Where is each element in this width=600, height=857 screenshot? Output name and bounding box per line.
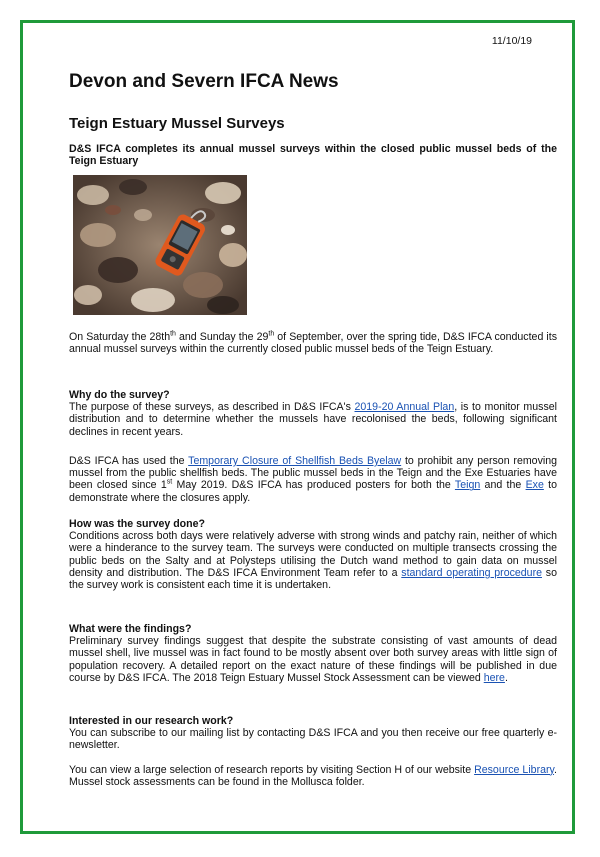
- findings-heading: What were the findings?: [69, 623, 192, 635]
- how-text-1: Conditions across both days were relatively adverse with strong winds and patchy rain, neither of which were a hinderance to the survey team. The surveys were conducted on multiple transects crossing the public beds on the Salty and at Polysteps utilising the Dutch wand method to gain data on mussel density and distribution. The D&S IFCA Environment Team refer to a: [69, 530, 557, 579]
- closure-paragraph: [69, 455, 557, 504]
- closure-text-3: May 2019. D&S IFCA has produced posters for both the: [172, 479, 455, 492]
- how-heading: How was the survey done?: [69, 518, 205, 530]
- interest-section: [69, 715, 557, 788]
- intro-section: [69, 331, 557, 355]
- intro-text-1: On Saturday the 28th: [69, 331, 171, 343]
- sop-link[interactable]: standard operating procedure: [401, 566, 542, 579]
- why-paragraph: [69, 401, 557, 438]
- closure-text-5: to demonstrate where the closures apply.: [69, 479, 557, 504]
- resource-paragraph: [69, 764, 557, 788]
- findings-paragraph: [69, 635, 557, 684]
- date: 11/10/19: [491, 35, 532, 47]
- teign-link[interactable]: Teign: [454, 479, 481, 492]
- annual-plan-link[interactable]: 2019-20 Annual Plan: [354, 401, 455, 414]
- photo-svg: [73, 175, 247, 315]
- closure-text-1: D&S IFCA has used the: [69, 455, 189, 467]
- intro-sup-1: th: [170, 330, 176, 338]
- newsletter-page: [20, 20, 575, 834]
- mussel-survey-photo: [73, 175, 247, 315]
- resource-text-1: You can view a large selection of research reports by visiting Section H of our website: [69, 763, 475, 776]
- closure-section: [69, 455, 557, 504]
- why-text-2: , is to monitor mussel distribution and to determine whether the mussels have recolonised the beds, following significant declines in recent years.: [69, 401, 557, 438]
- how-text-2: so the survey work is consistent each time it is undertaken.: [69, 566, 557, 592]
- intro-paragraph: [69, 331, 557, 355]
- newsletter-title: Devon and Severn IFCA News: [69, 71, 339, 92]
- how-paragraph: [69, 530, 557, 591]
- why-text-1: The purpose of these surveys, as described in D&S IFCA's: [69, 401, 355, 414]
- intro-sup-2: th: [268, 330, 275, 338]
- resource-library-link[interactable]: Resource Library: [474, 763, 555, 776]
- closure-sup: st: [166, 478, 173, 486]
- subscribe-paragraph: You can subscribe to our mailing list by contacting D&S IFCA and you then receive our free quarterly e-newsletter.: [69, 727, 557, 752]
- why-heading: Why do the survey?: [69, 389, 170, 401]
- how-section: [69, 518, 557, 591]
- intro-text-2: and Sunday the 29: [175, 331, 269, 343]
- findings-section: [69, 623, 557, 684]
- closure-text-2: to prohibit any person removing mussel from the public shellfish beds. The public mussel beds in the Teign and the Exe Estuaries have been closed since 1: [69, 455, 558, 492]
- intro-text-3: of September, over the spring tide, D&S IFCA conducted its annual mussel surveys within the currently closed public mussel beds of the Teign Estuary.: [69, 331, 558, 356]
- lead-text: D&S IFCA completes its annual mussel surveys within the closed public mussel beds of the Teign Estuary: [69, 143, 557, 168]
- byelaw-link[interactable]: Temporary Closure of Shellfish Beds Byelaw: [188, 455, 402, 467]
- findings-text-2: .: [504, 671, 508, 684]
- closure-text-4: and the: [480, 479, 526, 492]
- interest-heading: Interested in our research work?: [69, 715, 234, 727]
- findings-text-1: Preliminary survey findings suggest that despite the substrate consisting of vast amounts of dead mussel shell, live mussel was in fact found to be mostly absent over both survey areas with little sign of population recovery. A detailed report on the exact nature of these findings will be published in due course by D&S IFCA. The 2018 Teign Estuary Mussel Stock Assessment can be viewed: [69, 635, 557, 684]
- article-heading: Teign Estuary Mussel Surveys: [69, 115, 285, 132]
- exe-link[interactable]: Exe: [525, 479, 544, 492]
- resource-text-2: . Mussel stock assessments can be found in the Mollusca folder.: [69, 763, 557, 788]
- why-section: [69, 389, 557, 438]
- stock-assessment-link[interactable]: here: [483, 671, 505, 684]
